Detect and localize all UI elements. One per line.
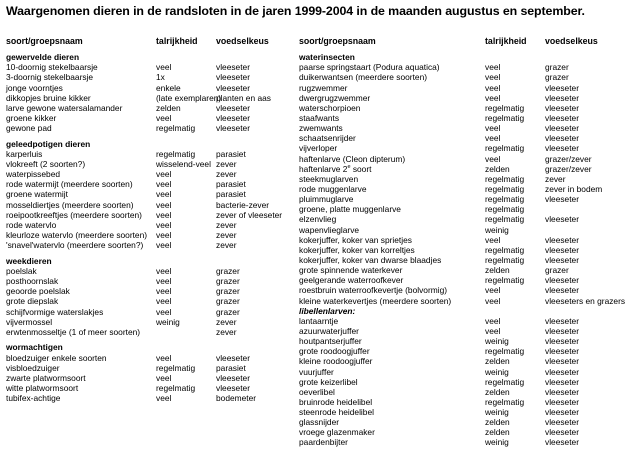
right-table-body — [299, 52, 639, 447]
table-row — [6, 373, 292, 383]
diet-value: vleeseter — [545, 92, 579, 103]
table-row — [299, 265, 639, 275]
species-name: paarse springstaart (Podura aquatica) — [299, 62, 440, 73]
abundance-value: enkele — [156, 82, 181, 93]
table-row — [299, 397, 639, 407]
species-name: posthoornslak — [6, 276, 59, 287]
header-name: soort/groepsnaam — [299, 36, 376, 46]
species-name: elzenvlieg — [299, 214, 337, 225]
table-row — [6, 230, 292, 240]
abundance-value: regelmatig — [485, 254, 525, 265]
species-name: kokerjuffer, koker van dwarse blaadjes — [299, 254, 442, 265]
diet-value: zever — [216, 240, 237, 251]
abundance-value: veel — [156, 240, 172, 251]
abundance-value: veel — [485, 62, 501, 73]
species-name: bloedzuiger enkele soorten — [6, 352, 107, 363]
diet-value: vleeseter — [216, 82, 250, 93]
table-row — [6, 327, 292, 337]
diet-value: vleeseter — [545, 407, 579, 418]
table-row — [299, 225, 639, 235]
table-row — [6, 317, 292, 327]
table-row — [299, 133, 639, 143]
species-name: rode watermijt (meerdere soorten) — [6, 179, 133, 190]
abundance-value: veel — [485, 123, 501, 134]
section-title-text: wormachtigen — [6, 342, 63, 353]
table-row — [299, 296, 639, 306]
section-title-text: waterinsecten — [299, 52, 355, 63]
section-title-text: gewervelde dieren — [6, 52, 80, 63]
diet-value: vleeseter — [216, 383, 250, 393]
diet-value: vleeseter — [545, 234, 579, 245]
abundance-value: veel — [156, 179, 172, 190]
table-row — [6, 123, 292, 133]
abundance-value: veel — [485, 153, 501, 164]
species-name: zwemwants — [299, 123, 343, 134]
header-abundance: talrijkheid — [156, 36, 198, 46]
species-name: oeverlibel — [299, 386, 335, 397]
species-name: bruinrode heidelibel — [299, 396, 373, 407]
table-row — [299, 326, 639, 336]
species-name: poelslak — [6, 265, 37, 276]
header-name: soort/groepsnaam — [6, 36, 83, 46]
abundance-value: veel — [156, 265, 172, 276]
abundance-value: veel — [156, 306, 172, 317]
species-name: tubifex-achtige — [6, 393, 61, 404]
table-row — [299, 377, 639, 387]
diet-value: grazer/zever — [545, 163, 592, 174]
abundance-value: veel — [156, 219, 172, 230]
table-row — [6, 393, 292, 403]
ordinal-superscript: e — [347, 163, 351, 170]
abundance-value: veel — [156, 296, 172, 307]
diet-value: grazer — [216, 276, 240, 287]
table-row — [299, 245, 639, 255]
abundance-value: weinig — [485, 366, 509, 377]
species-name: grote roodoogjuffer — [299, 346, 370, 357]
diet-value: vleeseter — [216, 112, 250, 123]
diet-value: grazer — [216, 286, 240, 297]
diet-value: grazer — [216, 296, 240, 307]
diet-value: vleeseter — [545, 102, 579, 113]
diet-value: vleeseter — [216, 123, 250, 134]
species-name: zwarte platwormsoort — [6, 372, 86, 383]
species-name: dwergrugzwemmer — [299, 92, 371, 103]
diet-value: parasiet — [216, 189, 246, 200]
table-row — [299, 113, 639, 123]
table-row — [299, 346, 639, 356]
table-header — [299, 36, 639, 46]
abundance-value: veel — [485, 295, 501, 306]
diet-value: zever — [216, 219, 237, 230]
abundance-value: regelmatig — [485, 275, 525, 286]
table-row — [299, 255, 639, 265]
section-title-text: weekdieren — [6, 255, 52, 266]
diet-value: vleeseter — [545, 346, 579, 357]
table-row — [6, 220, 292, 230]
table-row — [6, 353, 292, 363]
diet-value: zever — [216, 169, 237, 180]
diet-value: zever — [216, 316, 237, 327]
table-row — [6, 113, 292, 123]
species-name: 'snavel'watervlo (meerdere soorten?) — [6, 240, 144, 251]
diet-value: vleeseter — [545, 275, 579, 286]
abundance-value: veel — [156, 112, 172, 123]
abundance-value: regelmatig — [485, 376, 525, 387]
table-row — [299, 184, 639, 194]
table-row — [6, 210, 292, 220]
species-name: vlokreeft (2 soorten?) — [6, 159, 86, 170]
diet-value: vleeseter — [545, 254, 579, 265]
header-diet: voedselkeus — [216, 36, 269, 46]
species-name: geoorde poelslak — [6, 286, 70, 297]
section-title — [6, 52, 292, 62]
species-name: grote spinnende waterkever — [299, 265, 403, 276]
abundance-value: zelden — [485, 386, 510, 397]
species-name: kokerjuffer, koker van sprietjes — [299, 234, 412, 245]
abundance-value: regelmatig — [485, 194, 525, 205]
species-name: schijfvormige waterslakjes — [6, 306, 104, 317]
table-row — [6, 200, 292, 210]
abundance-value: veel — [156, 372, 172, 383]
abundance-value: zelden — [156, 102, 181, 113]
abundance-value: veel — [485, 325, 501, 336]
section-title-text: geleedpotigen dieren — [6, 138, 91, 149]
table-row — [299, 164, 639, 174]
abundance-value: weinig — [485, 224, 509, 235]
diet-value: grazer — [545, 72, 569, 83]
abundance-value: veel — [156, 276, 172, 287]
abundance-value: regelmatig — [485, 143, 525, 154]
species-name: jonge voorntjes — [6, 82, 63, 93]
abundance-value: veel — [156, 62, 172, 73]
species-name: groene watermijt — [6, 189, 68, 200]
table-row — [6, 93, 292, 103]
section-title — [6, 256, 292, 266]
species-name: rode muggenlarve — [299, 183, 367, 194]
species-name: karperluis — [6, 148, 43, 159]
species-name: groene, platte muggenlarve — [299, 204, 401, 215]
diet-value: vleeseter — [545, 356, 579, 367]
species-name: vroege glazenmaker — [299, 427, 375, 438]
species-name: steenrode heidelibel — [299, 407, 374, 418]
abundance-value: veel — [485, 82, 501, 93]
diet-value: vleeseter — [545, 143, 579, 154]
abundance-value: regelmatig — [485, 204, 525, 215]
table-row — [299, 174, 639, 184]
table-row — [299, 285, 639, 295]
table-row — [299, 407, 639, 417]
table-row — [299, 83, 639, 93]
table-row — [299, 214, 639, 224]
diet-value: grazer — [216, 306, 240, 317]
table-row — [299, 194, 639, 204]
header-abundance: talrijkheid — [485, 36, 527, 46]
table-row — [6, 72, 292, 82]
species-name: vuurjuffer — [299, 366, 334, 377]
diet-value: vleeseter — [545, 82, 579, 93]
diet-value: planten en aas — [216, 92, 271, 103]
diet-value: vleeseter — [545, 325, 579, 336]
abundance-value: veel — [156, 286, 172, 297]
abundance-value: regelmatig — [485, 346, 525, 357]
abundance-value: veel — [485, 234, 501, 245]
abundance-value: veel — [485, 72, 501, 83]
diet-value: vleeseter — [545, 244, 579, 255]
abundance-value: veel — [485, 92, 501, 103]
species-name: houtpantserjuffer — [299, 336, 362, 347]
table-row — [6, 179, 292, 189]
abundance-value: regelmatig — [156, 148, 196, 159]
header-diet: voedselkeus — [545, 36, 598, 46]
section-title — [299, 306, 639, 316]
species-name: haftenlarve 2e soort — [299, 163, 372, 174]
diet-value: vleeseter — [216, 352, 250, 363]
species-name: schaatsenrijder — [299, 133, 356, 144]
table-row — [6, 189, 292, 199]
species-name: roeipootkreeftjes (meerdere soorten) — [6, 209, 142, 220]
species-name: groene kikker — [6, 112, 57, 123]
abundance-value: veel — [485, 315, 501, 326]
abundance-value: regelmatig — [485, 214, 525, 225]
species-name: dikkopjes bruine kikker — [6, 92, 91, 103]
abundance-value: veel — [156, 230, 172, 241]
species-name: rugzwemmer — [299, 82, 348, 93]
diet-value: vleeseter — [545, 417, 579, 428]
abundance-value: regelmatig — [485, 183, 525, 194]
species-name: azuurwaterjuffer — [299, 325, 359, 336]
section-title — [6, 139, 292, 149]
diet-value: zever — [216, 159, 237, 170]
species-name: kokerjuffer, koker van korreltjes — [299, 244, 415, 255]
abundance-value: veel — [485, 133, 501, 144]
table-row — [299, 316, 639, 326]
species-name: 10-doornig stekelbaarsje — [6, 62, 98, 73]
table-row — [6, 266, 292, 276]
abundance-value: (late exemplaren) — [156, 92, 222, 103]
diet-value: vleeseter — [545, 386, 579, 397]
species-name: larve gewone watersalamander — [6, 102, 123, 113]
species-name: haftenlarve (Cleon dipterum) — [299, 153, 406, 164]
diet-value: vleeseter — [545, 427, 579, 438]
table-row — [299, 62, 639, 72]
species-name: steekmuglarven — [299, 173, 359, 184]
table-row — [6, 296, 292, 306]
table-row — [6, 286, 292, 296]
diet-value: vleeseter — [545, 376, 579, 387]
table-row — [299, 103, 639, 113]
table-header — [6, 36, 292, 46]
diet-value: vleeseter — [216, 72, 250, 83]
right-table — [299, 36, 639, 448]
species-name: grote keizerlibel — [299, 376, 358, 387]
table-row — [299, 437, 639, 447]
section-title-text: libellenlarven: — [299, 305, 356, 316]
table-row — [299, 154, 639, 164]
species-name: geelgerande waterroofkever — [299, 275, 404, 286]
diet-value: vleeseter — [216, 102, 250, 113]
species-name: roestbruin waterroofkevertje (bolvormig) — [299, 285, 448, 296]
species-name: visbloedzuiger — [6, 362, 60, 373]
table-row — [299, 275, 639, 285]
diet-value: vleeseter — [545, 336, 579, 347]
abundance-value: veel — [485, 285, 501, 296]
species-name: glassnijder — [299, 417, 340, 428]
section-title — [6, 342, 292, 352]
table-row — [6, 62, 292, 72]
left-table-body — [6, 52, 292, 403]
abundance-value: regelmatig — [156, 362, 196, 373]
abundance-value: zelden — [485, 265, 510, 276]
species-name: vijverloper — [299, 143, 338, 154]
species-name: duikerwantsen (meerdere soorten) — [299, 72, 428, 83]
species-name: lantaarntje — [299, 315, 339, 326]
abundance-value: 1x — [156, 72, 165, 83]
species-name: mosseldiertjes (meerdere soorten) — [6, 199, 134, 210]
diet-value: bodemeter — [216, 393, 257, 404]
species-name: waterschorpioen — [299, 102, 361, 113]
table-row — [6, 307, 292, 317]
species-name: grote diepslak — [6, 296, 59, 307]
diet-value: parasiet — [216, 362, 246, 373]
diet-value: vleeseters en grazers — [545, 295, 626, 306]
abundance-value: veel — [156, 352, 172, 363]
diet-value: zever of vleeseter — [216, 209, 283, 220]
abundance-value: zelden — [485, 356, 510, 367]
abundance-value: regelmatig — [485, 102, 525, 113]
diet-value: vleeseter — [545, 123, 579, 134]
table-row — [299, 387, 639, 397]
diet-value: parasiet — [216, 179, 246, 190]
species-name: 3-doornig stekelbaarsje — [6, 72, 94, 83]
table-row — [299, 204, 639, 214]
abundance-value: weinig — [485, 437, 509, 448]
table-row — [299, 356, 639, 366]
species-name: kleurloze watervlo (meerdere soorten) — [6, 230, 148, 241]
species-name: kleine roodoogjuffer — [299, 356, 373, 367]
table-row — [299, 417, 639, 427]
table-row — [6, 149, 292, 159]
table-row — [299, 93, 639, 103]
abundance-value: regelmatig — [485, 112, 525, 123]
table-row — [6, 103, 292, 113]
table-row — [299, 123, 639, 133]
species-name: waterpissebed — [6, 169, 61, 180]
species-name: erwtenmosseltje (1 of meer soorten) — [6, 326, 141, 337]
abundance-value: regelmatig — [156, 383, 196, 393]
diet-value: vleeseter — [216, 372, 250, 383]
abundance-value: regelmatig — [485, 396, 525, 407]
abundance-value: zelden — [485, 427, 510, 438]
table-row — [6, 240, 292, 250]
abundance-value: weinig — [485, 407, 509, 418]
table-row — [299, 427, 639, 437]
abundance-value: regelmatig — [485, 173, 525, 184]
table-row — [299, 336, 639, 346]
diet-value: vleeseter — [545, 366, 579, 377]
diet-value: vleeseter — [545, 396, 579, 407]
abundance-value: veel — [156, 169, 172, 180]
species-name: witte platwormsoort — [6, 383, 79, 393]
table-row — [6, 169, 292, 179]
species-name: staafwants — [299, 112, 340, 123]
table-row — [6, 383, 292, 393]
abundance-value: regelmatig — [156, 123, 196, 134]
diet-value: grazer — [216, 265, 240, 276]
table-row — [299, 143, 639, 153]
species-name: kleine waterkevertjes (meerdere soorten) — [299, 295, 452, 306]
species-name: wapenvlieglarve — [299, 224, 360, 235]
abundance-value: zelden — [485, 417, 510, 428]
species-name: vijvermossel — [6, 316, 53, 327]
diet-value: vleeseter — [216, 62, 250, 73]
abundance-value: regelmatig — [485, 244, 525, 255]
abundance-value: zelden — [485, 163, 510, 174]
diet-value: vleeseter — [545, 437, 579, 448]
species-name-suffix: soort — [350, 163, 372, 174]
table-row — [299, 72, 639, 82]
diet-value: vleeseter — [545, 194, 579, 205]
page-title: Waargenomen dieren in de randsloten in de jaren 1999-2004 in de maanden augustus en september. — [6, 4, 585, 18]
diet-value: vleeseter — [545, 214, 579, 225]
species-name: gewone pad — [6, 123, 52, 134]
diet-value: grazer/zever — [545, 153, 592, 164]
species-name: rode watervlo — [6, 219, 57, 230]
abundance-value: veel — [156, 393, 172, 404]
table-row — [299, 367, 639, 377]
diet-value: vleeseter — [545, 315, 579, 326]
abundance-value: veel — [156, 189, 172, 200]
diet-value: vleeseter — [545, 285, 579, 296]
table-row — [6, 276, 292, 286]
diet-value: zever — [216, 326, 237, 337]
diet-value: zever in bodem — [545, 183, 603, 194]
diet-value: vleeseter — [545, 133, 579, 144]
species-name: pluimmuglarve — [299, 194, 354, 205]
abundance-value: weinig — [156, 316, 180, 327]
left-table — [6, 36, 292, 403]
abundance-value: veel — [156, 209, 172, 220]
abundance-value: veel — [156, 199, 172, 210]
section-title — [299, 52, 639, 62]
diet-value: vleeseter — [545, 112, 579, 123]
table-row — [6, 363, 292, 373]
diet-value: bacterie-zever — [216, 199, 270, 210]
diet-value: parasiet — [216, 148, 246, 159]
species-name: paardenbijter — [299, 437, 348, 448]
abundance-value: weinig — [485, 336, 509, 347]
diet-value: zever — [216, 230, 237, 241]
table-row — [6, 159, 292, 169]
abundance-value: wisselend-veel — [156, 159, 211, 170]
table-row — [6, 83, 292, 93]
diet-value: zever — [545, 173, 566, 184]
diet-value: grazer — [545, 62, 569, 73]
diet-value: grazer — [545, 265, 569, 276]
table-row — [299, 235, 639, 245]
